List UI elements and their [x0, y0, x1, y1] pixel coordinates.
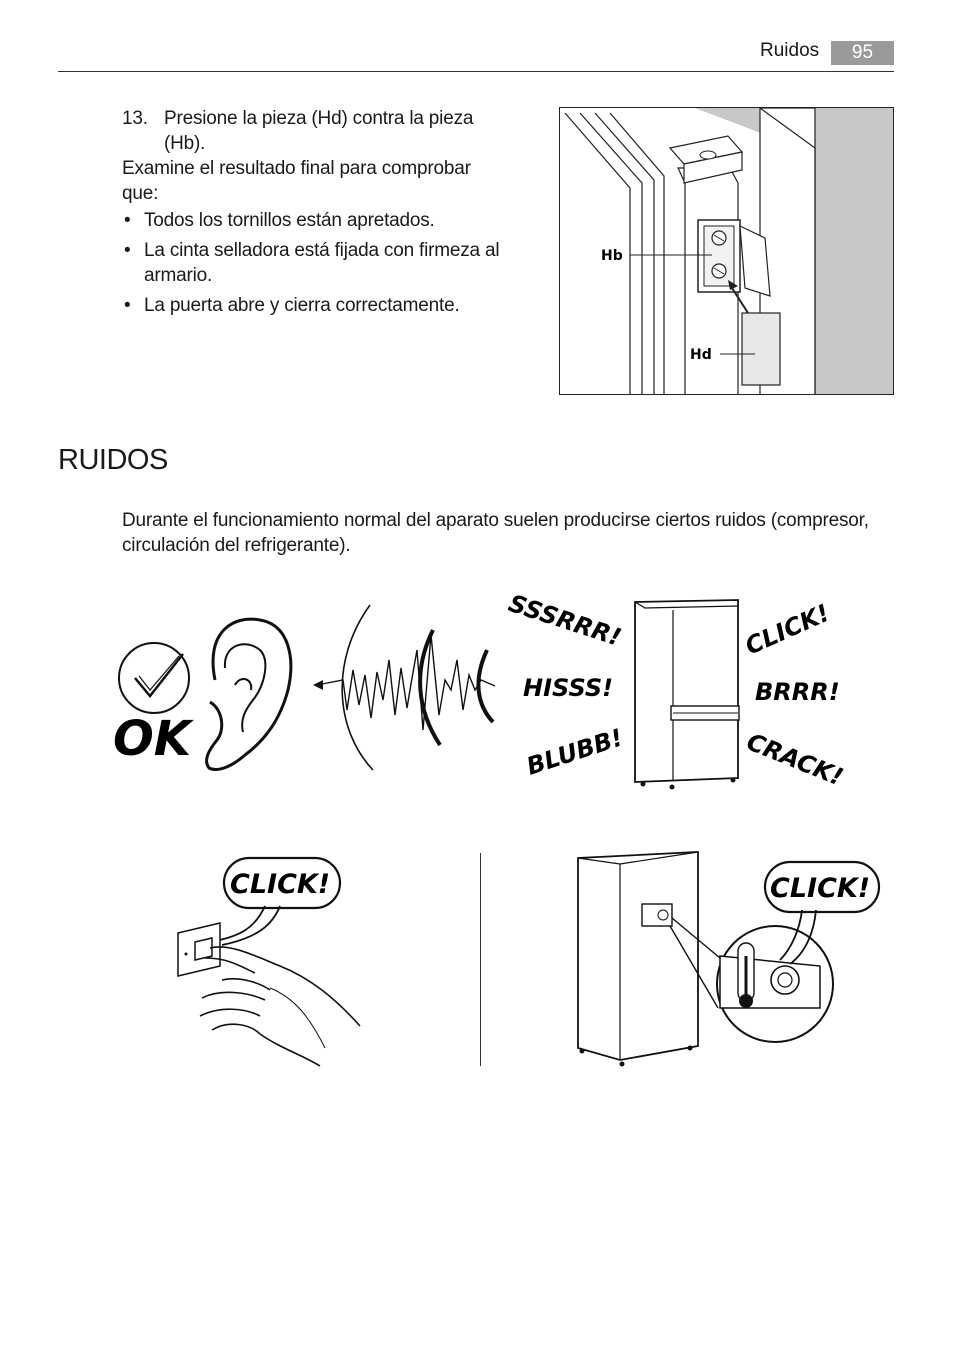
noises-illustration [105, 590, 855, 800]
check-circle-icon [119, 643, 189, 713]
ok-label: OK [113, 711, 191, 767]
noises-figure [105, 590, 855, 800]
switch-figure [160, 848, 380, 1070]
sound-brrr: BRRR! [755, 678, 840, 706]
step-text: Presione la pieza (Hd) contra la pieza (Hb). [164, 108, 474, 154]
hinge-illustration [560, 108, 894, 395]
sound-hisss: HISSS! [523, 674, 614, 702]
step-number: 13. [122, 108, 148, 129]
bubble-label: CLICK! [230, 869, 331, 900]
check-item: • La cinta selladora está fijada con firmeza al armario. [122, 238, 502, 288]
hinge-figure [559, 107, 894, 395]
switch-illustration [160, 848, 380, 1070]
header-rule [58, 71, 894, 72]
bubble-label: CLICK! [770, 873, 871, 904]
fridge-icon [635, 600, 739, 790]
sound-sssrrr: SSSRRR! [505, 590, 625, 652]
check-item: • Todos los tornillos están apretados. [122, 208, 502, 233]
figure-divider [480, 853, 481, 1066]
check-list [122, 208, 502, 323]
sound-click: CLICK! [741, 598, 834, 661]
check-item: • La puerta abre y cierra correctamente. [122, 293, 502, 318]
page-number: 95 [831, 41, 894, 65]
label-hb: Hb [601, 248, 623, 264]
ear-icon [207, 619, 291, 769]
hand-icon [210, 947, 360, 1026]
label-hd: Hd [690, 347, 712, 363]
check-intro: Examine el resultado final para comprobar que: [122, 158, 471, 204]
running-header-title: Ruidos [760, 40, 820, 61]
sound-blubb: BLUBB! [523, 723, 627, 781]
sound-crack: CRACK! [742, 727, 847, 792]
section-body: Durante el funcionamiento normal del aparato suelen producirse ciertos ruidos (compresor, circulación del refrigerante). [122, 510, 869, 556]
thermostat-illustration [570, 848, 890, 1070]
section-title: RUIDOS [58, 444, 168, 476]
thermostat-figure [570, 848, 890, 1070]
appliance-icon [578, 852, 698, 1060]
